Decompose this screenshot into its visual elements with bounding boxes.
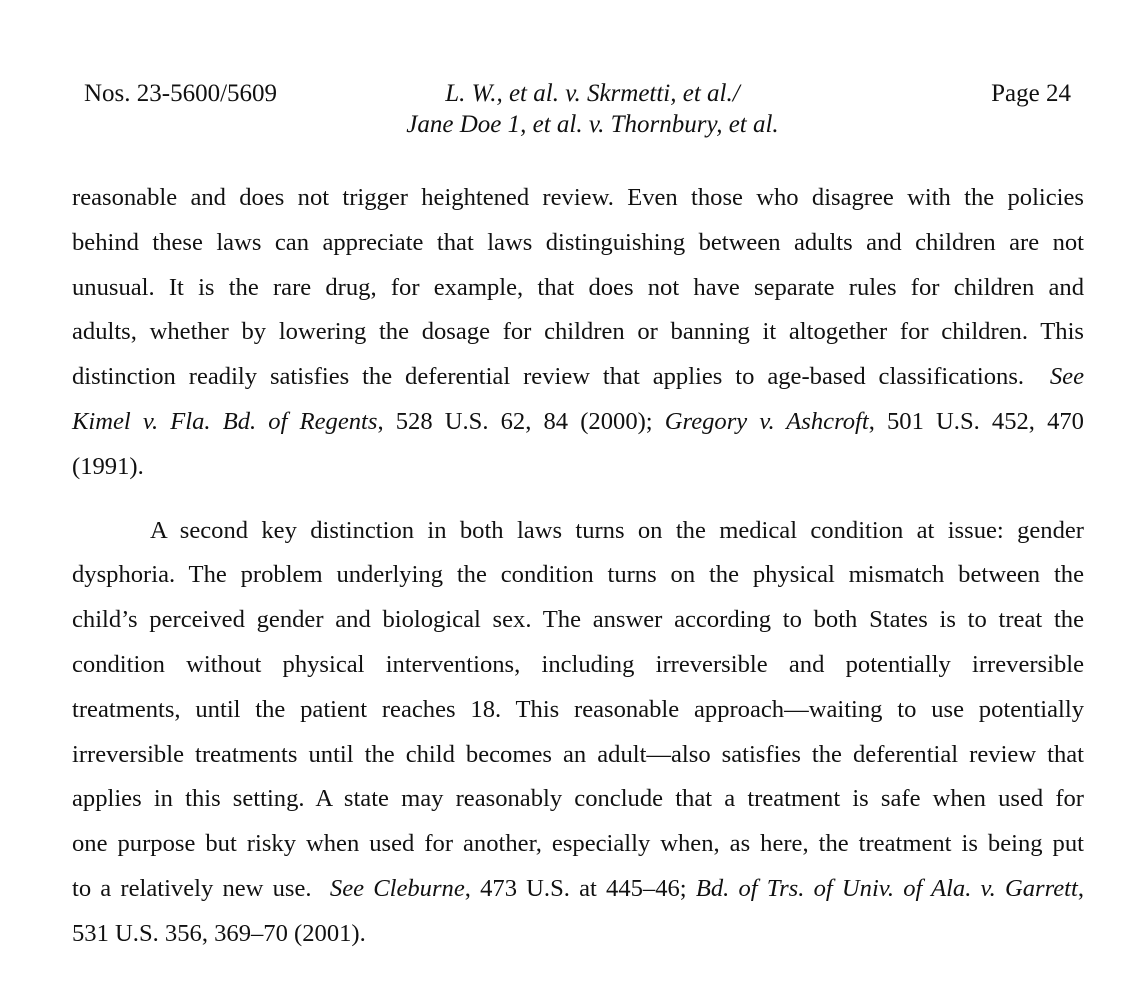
paragraph-2-line-5: treatments, until the patient reaches 18. This reasonable approach—waiting to use potentially xyxy=(72,695,1084,723)
paragraph-2 xyxy=(72,509,1084,957)
paragraph-1-line-3: unusual. It is the rare drug, for example, that does not have separate rules for children and xyxy=(72,273,1084,301)
paragraph-1-line-5 xyxy=(72,355,1084,400)
case-name-gregory: Gregory v. Ashcroft xyxy=(664,407,869,435)
paragraph-1-line-7: (1991). xyxy=(72,452,144,480)
paragraph-2-line-8: one purpose but risky when used for another, especially when, as here, the treatment is being put xyxy=(72,830,1084,858)
citation-comma: , xyxy=(1077,874,1085,902)
paragraph-1 xyxy=(72,176,1084,490)
case-caption-line-2: Jane Doe 1, et al. v. Thornbury, et al. xyxy=(406,111,779,138)
citation-kimel: , 528 U.S. 62, 84 (2000); xyxy=(377,407,653,435)
paragraph-2-line-3: child’s perceived gender and biological sex. The answer according to both States is to treat the xyxy=(72,606,1084,634)
text-segment: to a relatively new use. xyxy=(72,874,312,902)
paragraph-2-line-7: applies in this setting. A state may reasonably conclude that a treatment is safe when used for xyxy=(72,785,1084,813)
paragraph-2-line-10: 531 U.S. 356, 369–70 (2001). xyxy=(72,919,366,947)
page-number: Page 24 xyxy=(991,80,1071,107)
paragraph-2-line-4: condition without physical interventions, including irreversible and potentially irreversible xyxy=(72,650,1084,678)
paragraph-2-line-9 xyxy=(72,867,1084,912)
citation-gregory: , 501 U.S. 452, 470 xyxy=(868,407,1084,435)
case-name-kimel: Kimel v. Fla. Bd. of Regents xyxy=(72,407,378,435)
case-caption-line-1: L. W., et al. v. Skrmetti, et al./ xyxy=(445,80,740,107)
citation-signal: See xyxy=(1049,363,1085,391)
paragraph-1-line-2: behind these laws can appreciate that laws distinguishing between adults and children are not xyxy=(72,228,1084,256)
paragraph-2-line-2: dysphoria. The problem underlying the condition turns on the physical mismatch between the xyxy=(72,561,1084,589)
citation-cleburne: , 473 U.S. at 445–46; xyxy=(464,874,687,902)
paragraph-1-line-4: adults, whether by lowering the dosage for children or banning it altogether for children. This xyxy=(72,318,1084,346)
page-header xyxy=(0,78,1125,148)
text-segment: distinction readily satisfies the deferential review that applies to age-based classifications. xyxy=(72,363,1025,391)
paragraph-1-line-1: reasonable and does not trigger heightened review. Even those who disagree with the policies xyxy=(72,184,1084,211)
case-name-garrett: Bd. of Trs. of Univ. of Ala. v. Garrett xyxy=(695,874,1078,902)
paragraph-2-line-1: A second key distinction in both laws turns on the medical condition at issue: gender xyxy=(150,516,1084,544)
opinion-body xyxy=(72,176,1084,957)
paragraph-1-line-6 xyxy=(72,400,1084,445)
case-caption xyxy=(300,78,885,140)
docket-number: Nos. 23-5600/5609 xyxy=(84,80,278,107)
case-name-cleburne: See Cleburne xyxy=(329,874,465,902)
paragraph-2-line-6: irreversible treatments until the child becomes an adult—also satisfies the deferential review that xyxy=(72,740,1084,768)
